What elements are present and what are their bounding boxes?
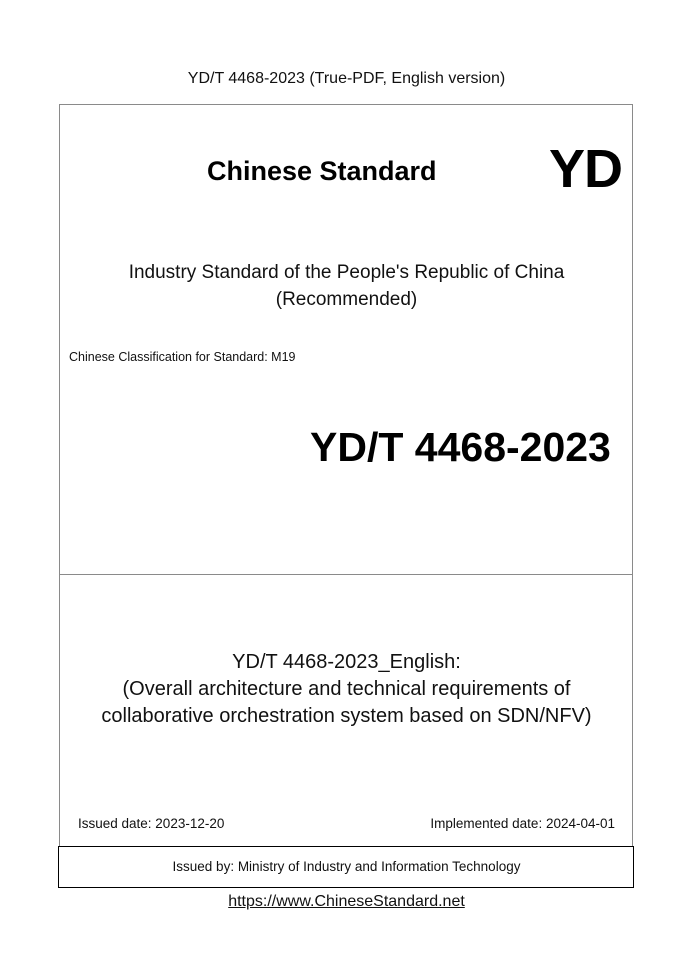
document-title-line-3: collaborative orchestration system based on SDN/NFV) [101, 705, 592, 727]
classification-text: Chinese Classification for Standard: M19 [69, 350, 296, 364]
issued-date: Issued date: 2023-12-20 [78, 816, 225, 831]
document-header: YD/T 4468-2023 (True-PDF, English version) [187, 70, 506, 87]
document-title-line-2: (Overall architecture and technical requirements of [122, 678, 571, 700]
implemented-date: Implemented date: 2024-04-01 [430, 816, 615, 831]
standard-number: YD/T 4468-2023 [310, 424, 611, 470]
issued-by: Issued by: Ministry of Industry and Information Technology [172, 859, 521, 874]
document-title [0, 649, 693, 730]
industry-line-1: Industry Standard of the People's Republic of China [128, 262, 565, 283]
yd-logo: YD [549, 139, 623, 199]
document-title-line-1: YD/T 4468-2023_English: [232, 651, 461, 673]
cover-title: Chinese Standard [207, 156, 437, 186]
website-link[interactable]: https://www.ChineseStandard.net [228, 893, 465, 910]
industry-line-2: (Recommended) [275, 289, 418, 310]
industry-standard-heading [0, 259, 693, 313]
